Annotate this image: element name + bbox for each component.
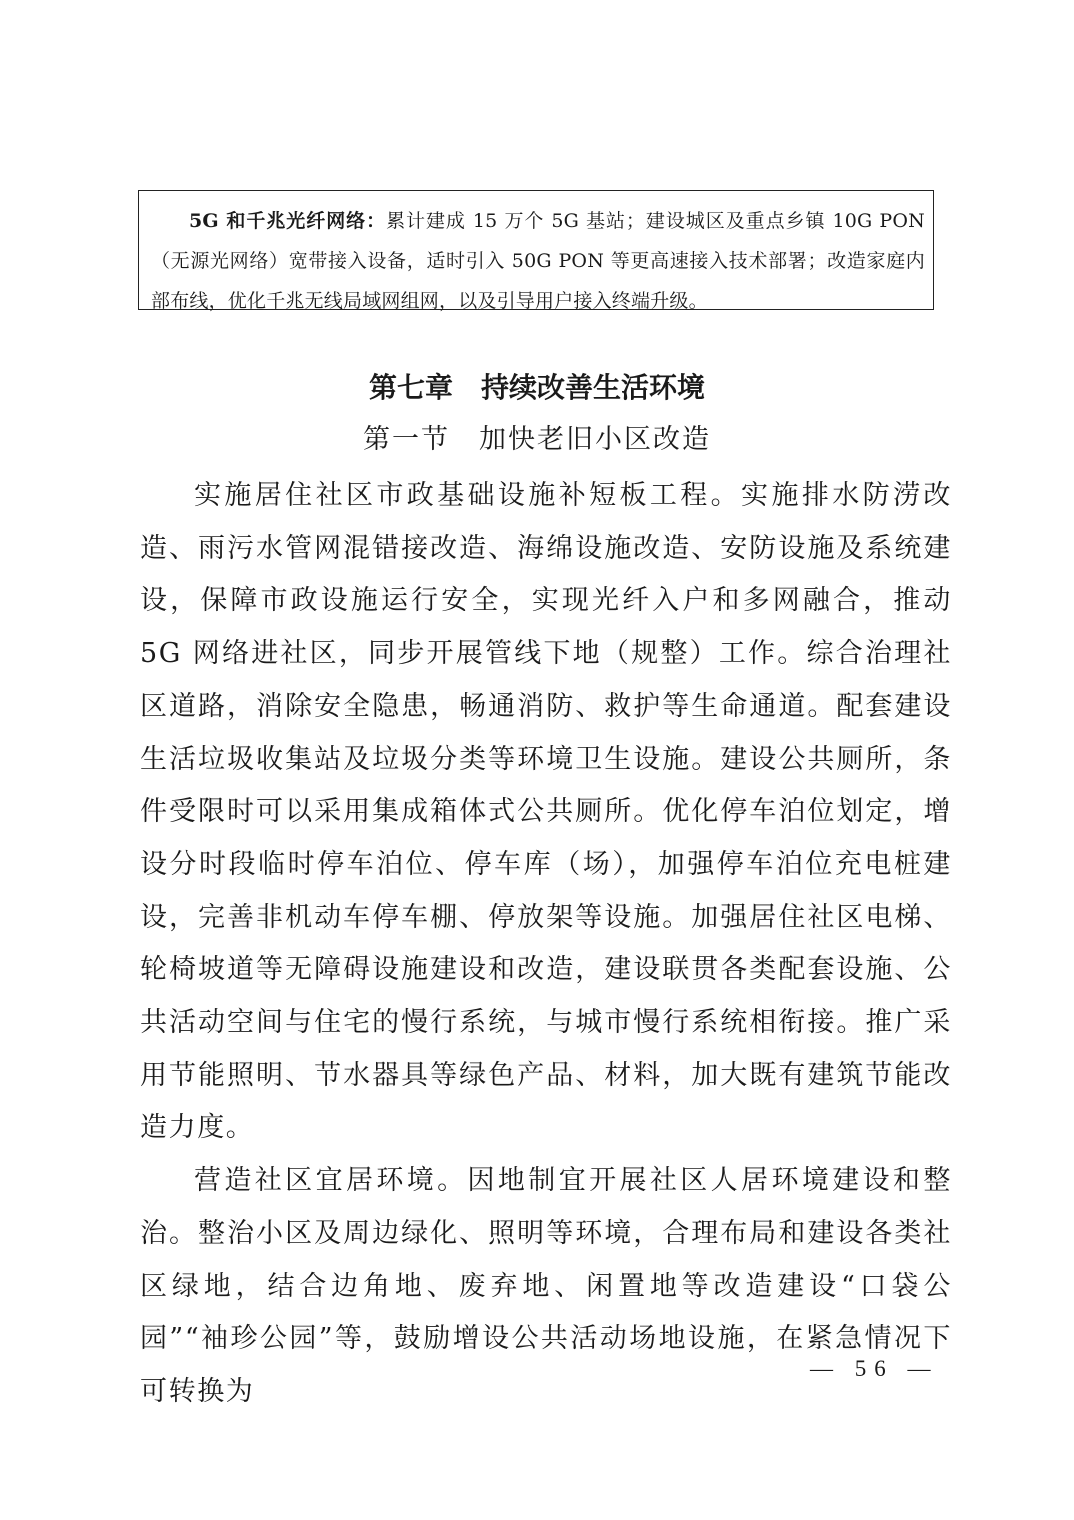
section-title: 第一节 加快老旧小区改造: [363, 424, 711, 455]
page-number: — 56 —: [810, 1356, 939, 1381]
chapter-title: 第七章 持续改善生活环境: [368, 371, 705, 404]
box-lead: 5G 和千兆光纤网络：: [189, 210, 387, 232]
box-text: 累计建成 15 万个 5G 基站；建设城区及重点乡镇 10G PON（无源光网络）宽带接入设备，适时引入 50G PON 等更高速接入技术部署；改造家庭内部布线，优化千兆无线局域网组网，以及引导用户接入终端升级。: [151, 210, 925, 312]
paragraph-1: 实施居住社区市政基础设施补短板工程。实施排水防涝改造、雨污水管网混错接改造、海绵设施改造、安防设施及系统建设，保障市政设施运行安全，实现光纤入户和多网融合，推动 5G 网络进社区，同步开展管线下地（规整）工作。综合治理社区道路，消除安全隐患，畅通消防、救护等生命通道。配套建设生活垃圾收集站及垃圾分类等环境卫生设施。建设公共厕所，条件受限时可以采用集成箱体式公共厕所。优化停车泊位划定，增设分时段临时停车泊位、停车库（场），加强停车泊位充电桩建设，完善非机动车停车棚、停放架等设施。加强居住社区电梯、轮椅坡道等无障碍设施建设和改造，建设联贯各类配套设施、公共活动空间与住宅的慢行系统，与城市慢行系统相衔接。推广采用节能照明、节水器具等绿色产品、材料，加大既有建筑节能改造力度。: [140, 480, 952, 1144]
body-text: [140, 470, 952, 1419]
paragraph-2: 营造社区宜居环境。因地制宜开展社区人居环境建设和整治。整治小区及周边绿化、照明等环境，合理布局和建设各类社区绿地，结合边角地、废弃地、闲置地等改造建设“口袋公园”“袖珍公园”等，鼓励增设公共活动场地设施，在紧急情况下可转换为: [140, 1165, 952, 1407]
highlight-box: [138, 190, 934, 310]
box-paragraph: [151, 201, 925, 321]
